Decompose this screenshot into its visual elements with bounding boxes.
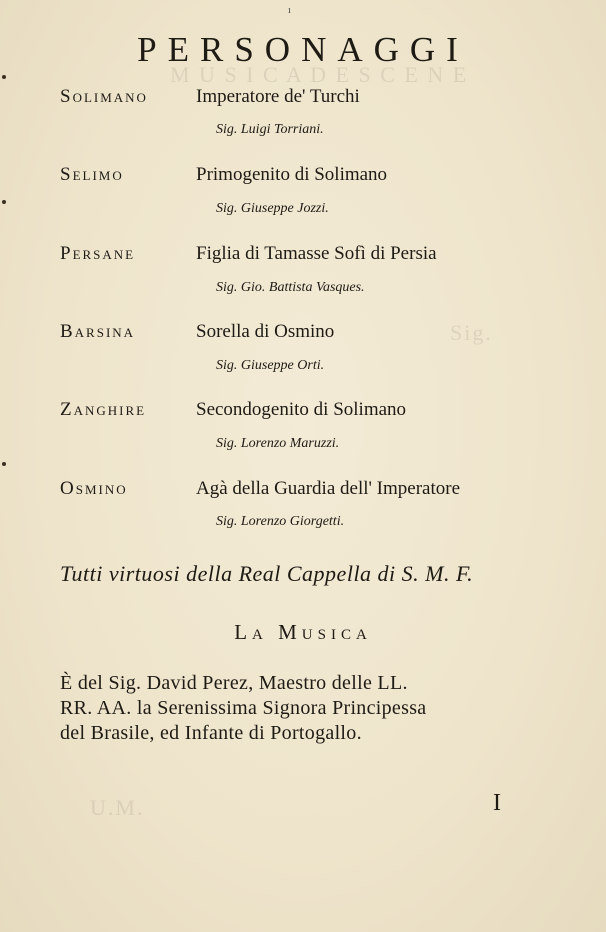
top-mark: ı	[288, 4, 292, 16]
musica-line: È del Sig. David Perez, Maestro delle LL.	[60, 672, 408, 694]
edge-mark	[2, 75, 6, 79]
character-role: Secondogenito di Solimano	[196, 399, 407, 420]
character-role: Agà della Guardia dell' Imperatore	[196, 478, 461, 499]
character-name: Osmino	[60, 478, 128, 499]
singer-name: Sig. Giuseppe Jozzi.	[216, 201, 329, 216]
bleed-through: M U S I C A D E S C E N E	[170, 62, 469, 87]
musica-line: del Brasile, ed Infante di Portogallo.	[60, 722, 362, 744]
character-role: Primogenito di Solimano	[196, 164, 388, 185]
singer-name: Sig. Luigi Torriani.	[216, 122, 324, 137]
bleed-through: U.M.	[90, 795, 145, 820]
character-name: Selimo	[60, 164, 124, 185]
character-name: Persane	[60, 243, 136, 264]
singer-name: Sig. Lorenzo Maruzzi.	[216, 436, 340, 451]
character-name: Solimano	[60, 86, 148, 107]
singer-name: Sig. Giuseppe Orti.	[216, 358, 325, 373]
page-number: I	[493, 790, 501, 816]
virtuosi-note: Tutti virtuosi della Real Cappella di S. M. F.	[60, 561, 474, 586]
character-role: Figlia di Tamasse Sofì di Persia	[196, 243, 437, 264]
character-role: Sorella di Osmino	[196, 321, 335, 342]
page-title: PERSONAGGI	[137, 30, 469, 69]
character-name: Barsina	[60, 321, 136, 342]
edge-mark	[2, 200, 6, 204]
edge-mark	[2, 462, 6, 466]
musica-line: RR. AA. la Serenissima Signora Principessa	[60, 697, 427, 719]
bleed-through: Sig.	[450, 320, 493, 345]
singer-name: Sig. Gio. Battista Vasques.	[216, 280, 365, 295]
character-name: Zanghire	[60, 399, 147, 420]
musica-heading: La Musica	[234, 620, 372, 644]
singer-name: Sig. Lorenzo Giorgetti.	[216, 514, 345, 529]
character-role: Imperatore de' Turchi	[196, 86, 360, 107]
